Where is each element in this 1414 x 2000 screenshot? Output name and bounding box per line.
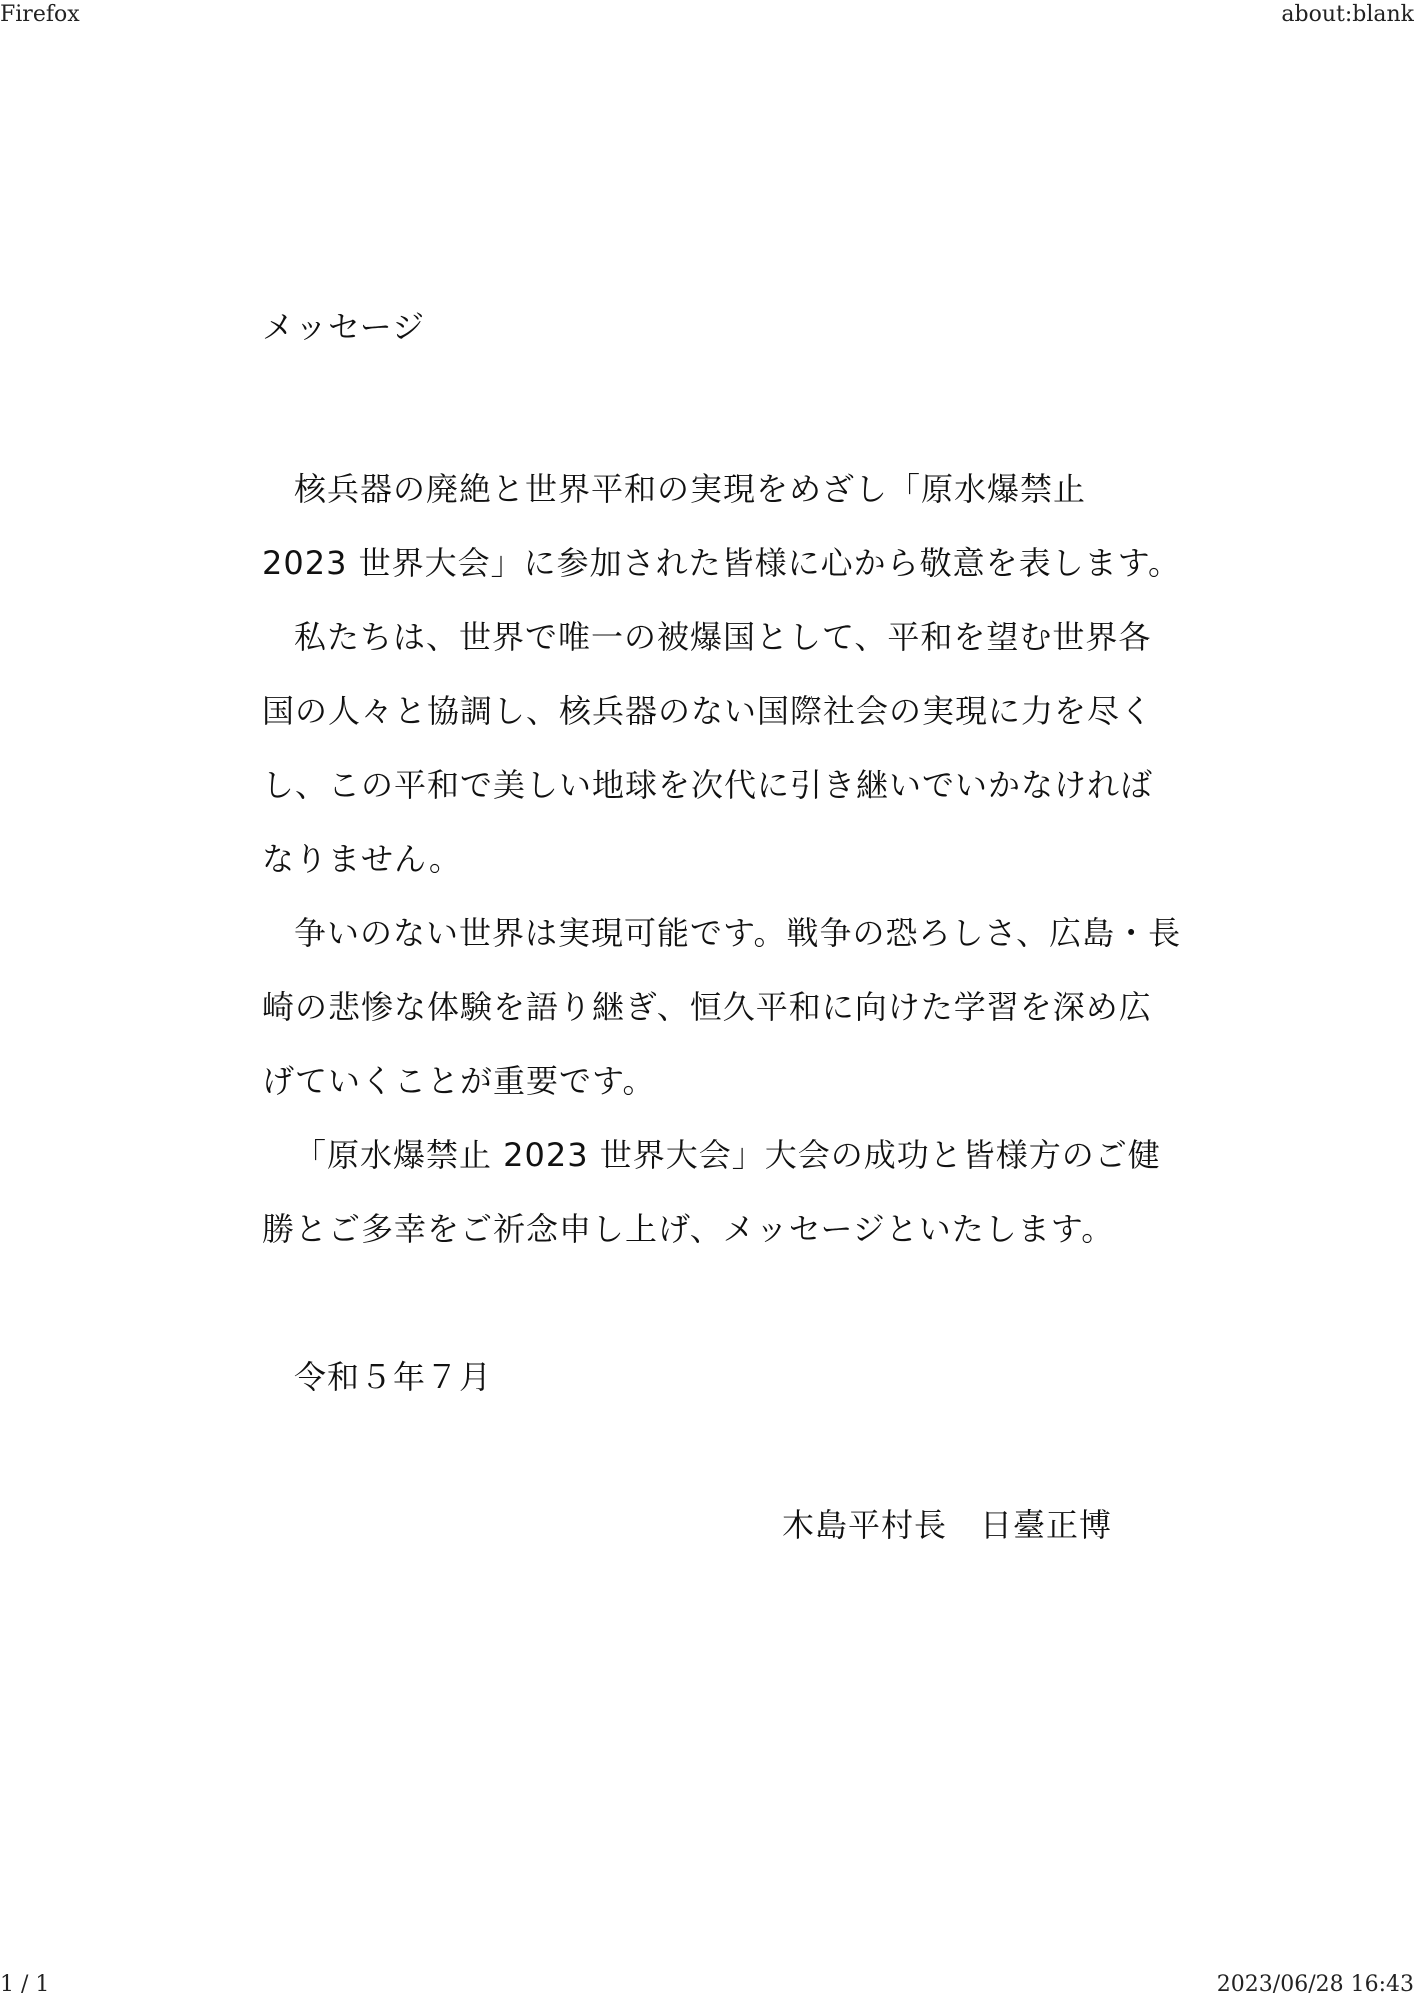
page-count: 1 / 1 [0, 1972, 50, 1997]
print-timestamp: 2023/06/28 16:43 [1216, 1972, 1414, 1997]
print-header [0, 0, 1414, 30]
message-body [262, 452, 1182, 1266]
browser-app-name: Firefox [0, 2, 80, 27]
document-date: 令和５年７月 [294, 1358, 493, 1396]
page-url: about:blank [1281, 2, 1414, 27]
message-paragraph: 私たちは、世界で唯一の被爆国として、平和を望む世界各国の人々と協調し、核兵器のない国際社会の実現に力を尽くし、この平和で美しい地球を次代に引き継いでいかなければなりません。 [262, 618, 1154, 878]
message-paragraph: 「原水爆禁止 2023 世界大会」大会の成功と皆様方のご健勝とご多幸をご祈念申し上げ、メッセージといたします。 [262, 1136, 1161, 1248]
message-paragraph: 争いのない世界は実現可能です。戦争の恐ろしさ、広島・長崎の悲惨な体験を語り継ぎ、恒久平和に向けた学習を深め広げていくことが重要です。 [262, 914, 1182, 1100]
message-document [262, 300, 1182, 1562]
document-signature: 木島平村長 日臺正博 [781, 1506, 1112, 1544]
message-paragraph: 核兵器の廃絶と世界平和の実現をめざし「原水爆禁止 2023 世界大会」に参加された皆様に心から敬意を表します。 [262, 470, 1182, 582]
print-footer [0, 1970, 1414, 2000]
page-title: メッセージ [262, 308, 426, 346]
